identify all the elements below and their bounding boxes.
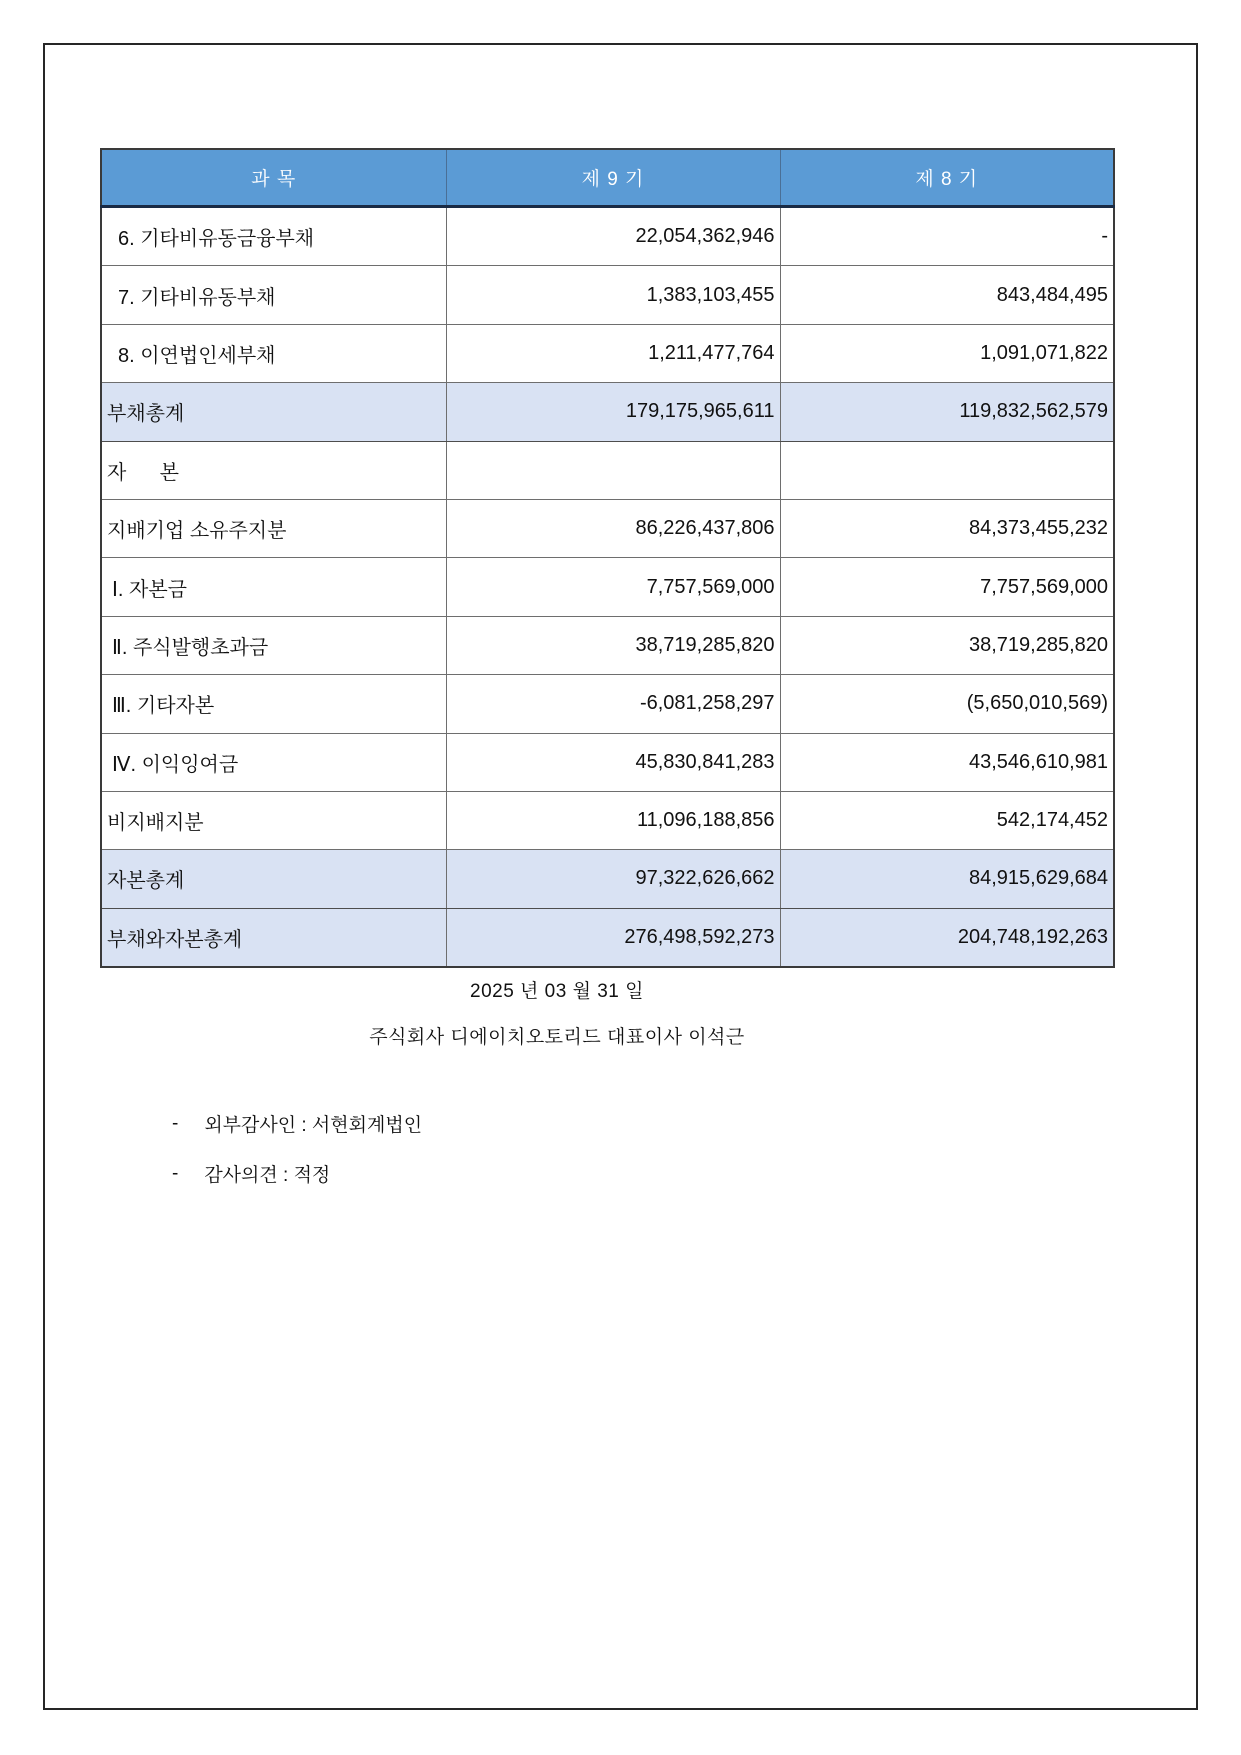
table-row xyxy=(101,499,1114,557)
row-label-cell: Ⅳ. 이익잉여금 xyxy=(101,733,446,791)
period-9-value-cell: 86,226,437,806 xyxy=(446,499,780,557)
table-row xyxy=(101,850,1114,908)
period-9-value-cell: 38,719,285,820 xyxy=(446,616,780,674)
period-8-value-cell: 84,373,455,232 xyxy=(780,499,1114,557)
auditor-note xyxy=(172,1110,422,1137)
row-label-cell: 자 본 xyxy=(101,441,446,499)
table-row xyxy=(101,383,1114,441)
row-label-cell: 비지배지분 xyxy=(101,791,446,849)
period-9-value-cell: 22,054,362,946 xyxy=(446,207,780,266)
table-row xyxy=(101,616,1114,674)
period-8-value-cell: 38,719,285,820 xyxy=(780,616,1114,674)
table-row xyxy=(101,324,1114,382)
row-label-cell: 자본총계 xyxy=(101,850,446,908)
period-9-value-cell: 276,498,592,273 xyxy=(446,908,780,967)
table-header-row xyxy=(101,149,1114,207)
period-9-value-cell: 45,830,841,283 xyxy=(446,733,780,791)
table-row xyxy=(101,908,1114,967)
period-9-value-cell: -6,081,258,297 xyxy=(446,675,780,733)
table-row xyxy=(101,207,1114,266)
row-label-cell: Ⅲ. 기타자본 xyxy=(101,675,446,733)
period-9-value-cell: 179,175,965,611 xyxy=(446,383,780,441)
period-9-value-cell: 11,096,188,856 xyxy=(446,791,780,849)
auditor-note-text: 외부감사인 : 서현회계법인 xyxy=(204,1115,423,1136)
balance-sheet-table xyxy=(100,148,1115,968)
header-subject: 과 목 xyxy=(101,149,446,207)
period-8-value-cell: - xyxy=(780,207,1114,266)
period-8-value-cell: 843,484,495 xyxy=(780,266,1114,324)
row-label-cell: 6. 기타비유동금융부채 xyxy=(101,207,446,266)
bullet-dash: - xyxy=(172,1162,179,1184)
period-8-value-cell: 43,546,610,981 xyxy=(780,733,1114,791)
audit-opinion-note xyxy=(172,1160,330,1187)
period-8-value-cell: 204,748,192,263 xyxy=(780,908,1114,967)
row-label-cell: Ⅱ. 주식발행초과금 xyxy=(101,616,446,674)
header-period-8: 제 8 기 xyxy=(780,149,1114,207)
row-label-cell: Ⅰ. 자본금 xyxy=(101,558,446,616)
period-9-value-cell: 1,211,477,764 xyxy=(446,324,780,382)
period-9-value-cell: 1,383,103,455 xyxy=(446,266,780,324)
period-8-value-cell: (5,650,010,569) xyxy=(780,675,1114,733)
report-date: 2025 년 03 월 31 일 xyxy=(470,981,644,1002)
row-label-cell: 부채총계 xyxy=(101,383,446,441)
period-8-value-cell: 7,757,569,000 xyxy=(780,558,1114,616)
row-label-cell: 7. 기타비유동부채 xyxy=(101,266,446,324)
period-8-value-cell: 1,091,071,822 xyxy=(780,324,1114,382)
row-label-cell: 지배기업 소유주지분 xyxy=(101,499,446,557)
company-signature: 주식회사 디에이치오토리드 대표이사 이석근 xyxy=(369,1027,745,1048)
period-8-value-cell: 84,915,629,684 xyxy=(780,850,1114,908)
table-row xyxy=(101,733,1114,791)
table-row xyxy=(101,558,1114,616)
audit-opinion-text: 감사의견 : 적정 xyxy=(204,1165,331,1186)
row-label-cell: 8. 이연법인세부채 xyxy=(101,324,446,382)
period-9-value-cell: 97,322,626,662 xyxy=(446,850,780,908)
bullet-dash: - xyxy=(172,1112,179,1134)
table-row xyxy=(101,675,1114,733)
table-row xyxy=(101,266,1114,324)
period-9-value-cell xyxy=(446,441,780,499)
period-9-value-cell: 7,757,569,000 xyxy=(446,558,780,616)
row-label-cell: 부채와자본총계 xyxy=(101,908,446,967)
table-row xyxy=(101,791,1114,849)
table-row xyxy=(101,441,1114,499)
header-period-9: 제 9 기 xyxy=(446,149,780,207)
period-8-value-cell: 542,174,452 xyxy=(780,791,1114,849)
period-8-value-cell: 119,832,562,579 xyxy=(780,383,1114,441)
period-8-value-cell xyxy=(780,441,1114,499)
